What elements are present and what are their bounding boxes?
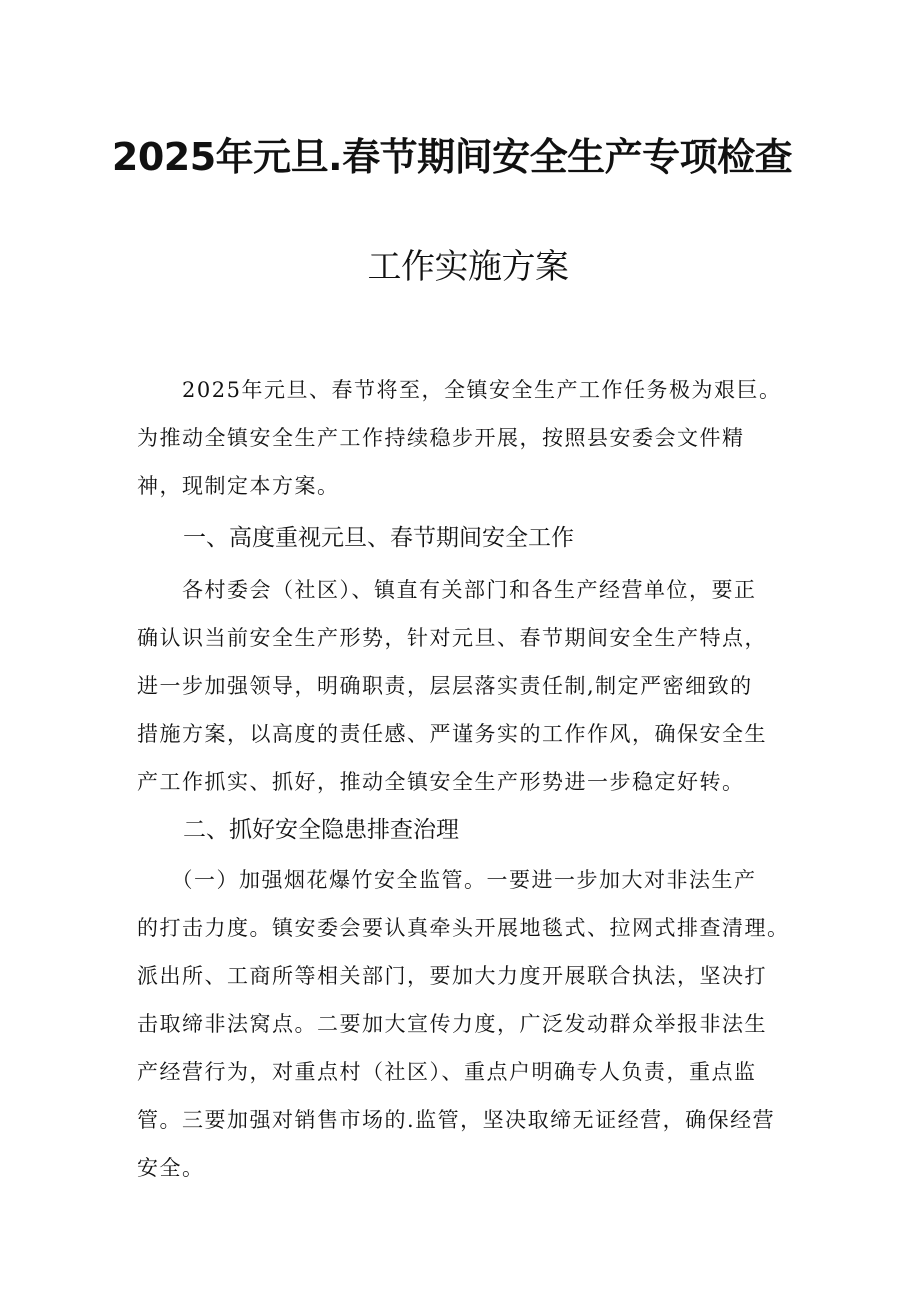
- paragraph-line: （一）加强烟花爆竹安全监管。一要进一步加大对非法生产: [137, 868, 757, 892]
- document-title-line-2: 工作实施方案: [367, 247, 569, 287]
- paragraph-line: 产工作抓实、抓好，推动全镇安全生产形势进一步稳定好转。: [137, 770, 745, 794]
- intro-paragraph: [137, 366, 797, 510]
- paragraph-line: 的打击力度。镇安委会要认真牵头开展地毯式、拉网式排查清理。: [137, 916, 790, 940]
- paragraph-line: 措施方案，以高度的责任感、严谨务实的工作作风，确保安全生: [137, 722, 767, 746]
- paragraph-line: 击取缔非法窝点。二要加大宣传力度，广泛发动群众举报非法生: [137, 1012, 767, 1036]
- section-1-paragraph: [137, 566, 797, 806]
- paragraph-line: 管。三要加强对销售市场的.监管，坚决取缔无证经营，确保经营: [137, 1108, 776, 1132]
- paragraph-line: 神，现制定本方案。: [137, 474, 340, 498]
- paragraph-line: 产经营行为，对重点村（社区）、重点户明确专人负责，重点监: [137, 1060, 757, 1084]
- paragraph-line: 为推动全镇安全生产工作持续稳步开展，按照县安委会文件精: [137, 426, 745, 450]
- section-2-paragraph: [137, 856, 797, 1192]
- section-1-heading: 一、高度重视元旦、春节期间安全工作: [183, 525, 574, 551]
- paragraph-line: 进一步加强领导，明确职责，层层落实责任制,制定严密细致的: [137, 674, 753, 698]
- paragraph-line: 确认识当前安全生产形势，针对元旦、春节期间安全生产特点，: [137, 626, 767, 650]
- document-title-line-1: 2025年元旦.春节期间安全生产专项检查: [111, 135, 793, 179]
- section-2-heading: 二、抓好安全隐患排查治理: [183, 817, 459, 843]
- paragraph-line: 派出所、工商所等相关部门，要加大力度开展联合执法，坚决打: [137, 964, 767, 988]
- paragraph-line: 各村委会（社区）、镇直有关部门和各生产经营单位，要正: [137, 578, 757, 602]
- paragraph-line: 2025年元旦、春节将至，全镇安全生产工作任务极为艰巨。: [137, 378, 782, 402]
- paragraph-line: 安全。: [137, 1156, 205, 1180]
